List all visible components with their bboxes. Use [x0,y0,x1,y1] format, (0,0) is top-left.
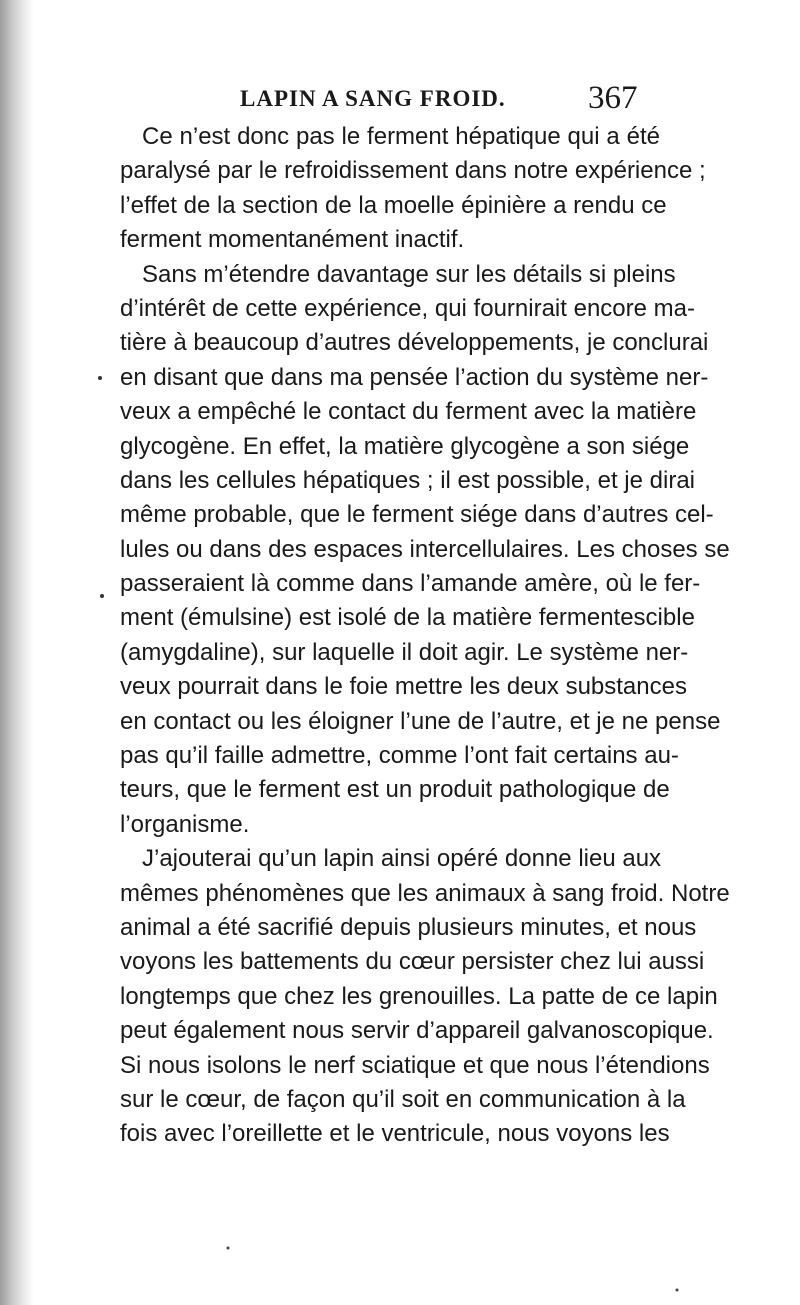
text-line: l’effet de la section de la moelle épinière a rendu ce [120,191,667,219]
text-line: passeraient là comme dans l’amande amère, où le fer- [120,570,701,598]
ink-speck [227,1247,230,1250]
text-line: Sans m’étendre davantage sur les détails si pleins [142,260,676,288]
text-line: Ce n’est donc pas le ferment hépatique qui a été [142,123,660,150]
text-line: teurs, que le ferment est un produit pathologique de [120,776,670,804]
text-line: pas qu’il faille admettre, comme l’ont fait certains au- [120,742,679,770]
text-line: ment (émulsine) est isolé de la matière fermentescible [120,604,695,632]
ink-speck [100,594,104,598]
ink-speck [98,376,102,380]
body-text [120,120,730,1152]
text-line: dans les cellules hépatiques ; il est possible, et je dirai [120,466,695,494]
text-line: animal a été sacrifié depuis plusieurs minutes, et nous [120,913,697,941]
text-line: lules ou dans des espaces intercellulaires. Les choses se [120,535,730,563]
text-line: voyons les battements du cœur persister chez lui aussi [120,948,705,976]
text-line: veux a empêché le contact du ferment avec la matière [120,398,697,426]
text-line: tière à beaucoup d’autres développements, je conclurai [120,329,709,357]
page-header [0,80,800,124]
text-line: fois avec l’oreillette et le ventricule, nous voyons les [120,1120,670,1148]
text-line: J’ajouterai qu’un lapin ainsi opéré donne lieu aux [142,845,662,873]
text-line: (amygdaline), sur laquelle il doit agir. Le système ner- [120,638,689,666]
running-head: LAPIN A SANG FROID. [240,86,506,111]
text-line: d’intérêt de cette expérience, qui fournirait encore ma- [120,294,695,322]
text-line: même probable, que le ferment siége dans d’autres cel- [120,501,714,529]
text-line: sur le cœur, de façon qu’il soit en communication à la [120,1085,686,1113]
ink-speck [676,1289,679,1292]
text-line: mêmes phénomènes que les animaux à sang froid. Notre [120,879,730,907]
text-line: paralysé par le refroidissement dans notre expérience ; [120,157,706,185]
binding-shadow [0,0,34,1305]
text-line: ferment momentanément inactif. [120,226,465,254]
text-line: l’organisme. [120,810,250,838]
text-line: veux pourrait dans le foie mettre les deux substances [120,673,687,701]
text-line: glycogène. En effet, la matière glycogène a son siége [120,432,690,460]
text-line: en disant que dans ma pensée l’action du système ner- [120,363,709,391]
text-line: en contact ou les éloigner l’une de l’autre, et je ne pense [120,707,721,735]
text-line: peut également nous servir d’appareil galvanoscopique. [120,1017,714,1045]
text-line: longtemps que chez les grenouilles. La patte de ce lapin [120,982,718,1010]
text-line: Si nous isolons le nerf sciatique et que nous l’étendions [120,1051,710,1079]
page-number: 367 [588,80,638,116]
